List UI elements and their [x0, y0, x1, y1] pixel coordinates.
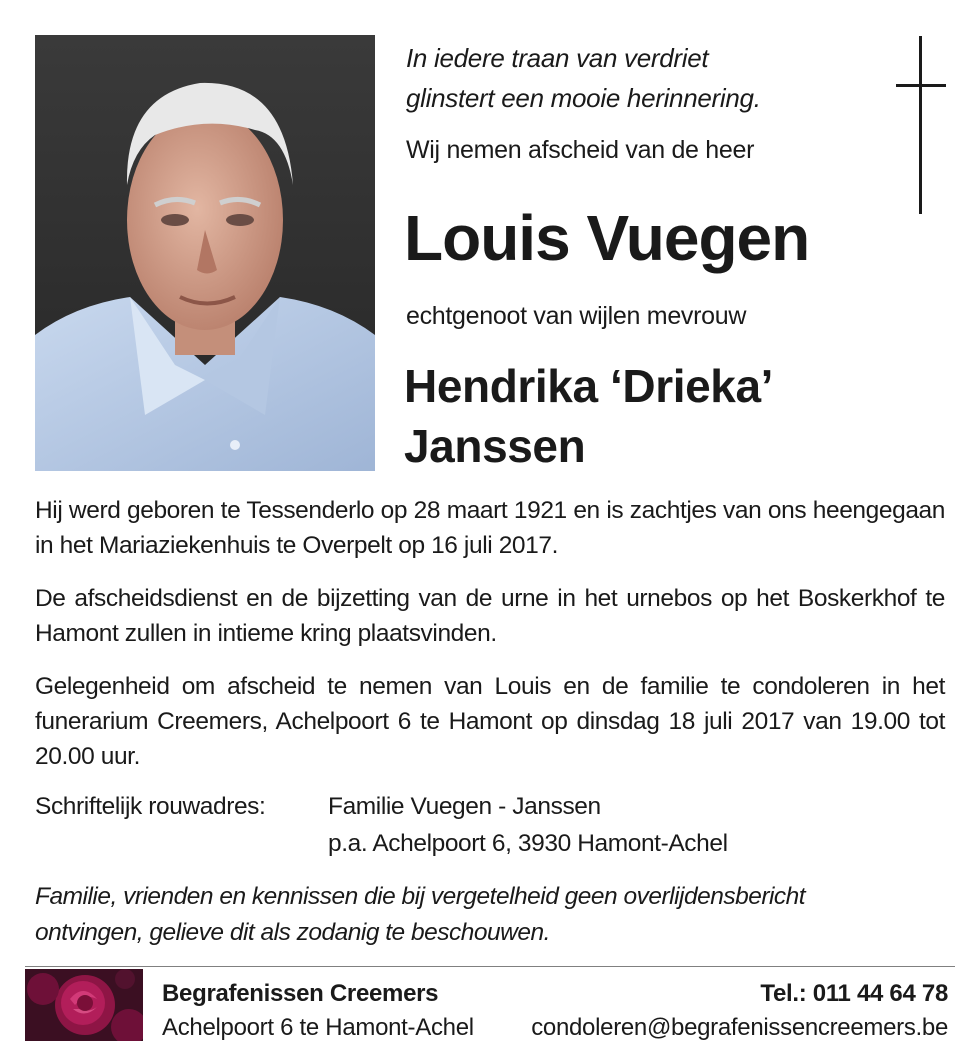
spouse-intro: echtgenoot van wijlen mevrouw	[406, 302, 747, 330]
footer-divider	[25, 966, 955, 967]
condolence-paragraph: Gelegenheid om afscheid te nemen van Louis en de familie te condoleren in het funerarium Creemers, Achelpoort 6 te Hamont op dinsdag 18 juli 2017 van 19.00 tot 20.00 uur.	[35, 673, 945, 770]
mourning-address-label: Schriftelijk rouwadres:	[35, 793, 266, 820]
deceased-name: Louis Vuegen	[404, 202, 810, 274]
notice-line-1: Familie, vrienden en kennissen die bij vergetelheid geen overlijdensbericht	[35, 883, 806, 910]
mourning-address-line-2: p.a. Achelpoort 6, 3930 Hamont-Achel	[328, 830, 728, 857]
funeral-home-phone[interactable]: Tel.: 011 44 64 78	[760, 980, 948, 1007]
portrait-photo	[35, 35, 375, 471]
birth-death-paragraph: Hij werd geboren te Tessenderlo op 28 maart 1921 en is zachtjes van ons heengegaan in het Mariaziekenhuis te Overpelt op 16 juli 2017.	[35, 497, 945, 559]
mourning-address-line-1: Familie Vuegen - Janssen	[328, 793, 601, 820]
spouse-name-line-2: Janssen	[404, 420, 586, 472]
rose-image	[25, 969, 143, 1041]
funeral-home-email[interactable]: condoleren@begrafenissencreemers.be	[531, 1014, 948, 1041]
cross-icon	[896, 36, 946, 214]
service-paragraph: De afscheidsdienst en de bijzetting van de urne in het urnebos op het Boskerkhof te Hamont zullen in intieme kring plaatsvinden.	[35, 585, 945, 647]
farewell-intro: Wij nemen afscheid van de heer	[406, 136, 755, 164]
funeral-home-address: Achelpoort 6 te Hamont-Achel	[162, 1014, 474, 1041]
verse-line-2: glinstert een mooie herinnering.	[406, 83, 761, 113]
notice-line-2: ontvingen, gelieve dit als zodanig te beschouwen.	[35, 919, 550, 946]
funeral-home-name: Begrafenissen Creemers	[162, 980, 439, 1007]
spouse-name-line-1: Hendrika ‘Drieka’	[404, 360, 774, 412]
verse-line-1: In iedere traan van verdriet	[406, 43, 709, 73]
